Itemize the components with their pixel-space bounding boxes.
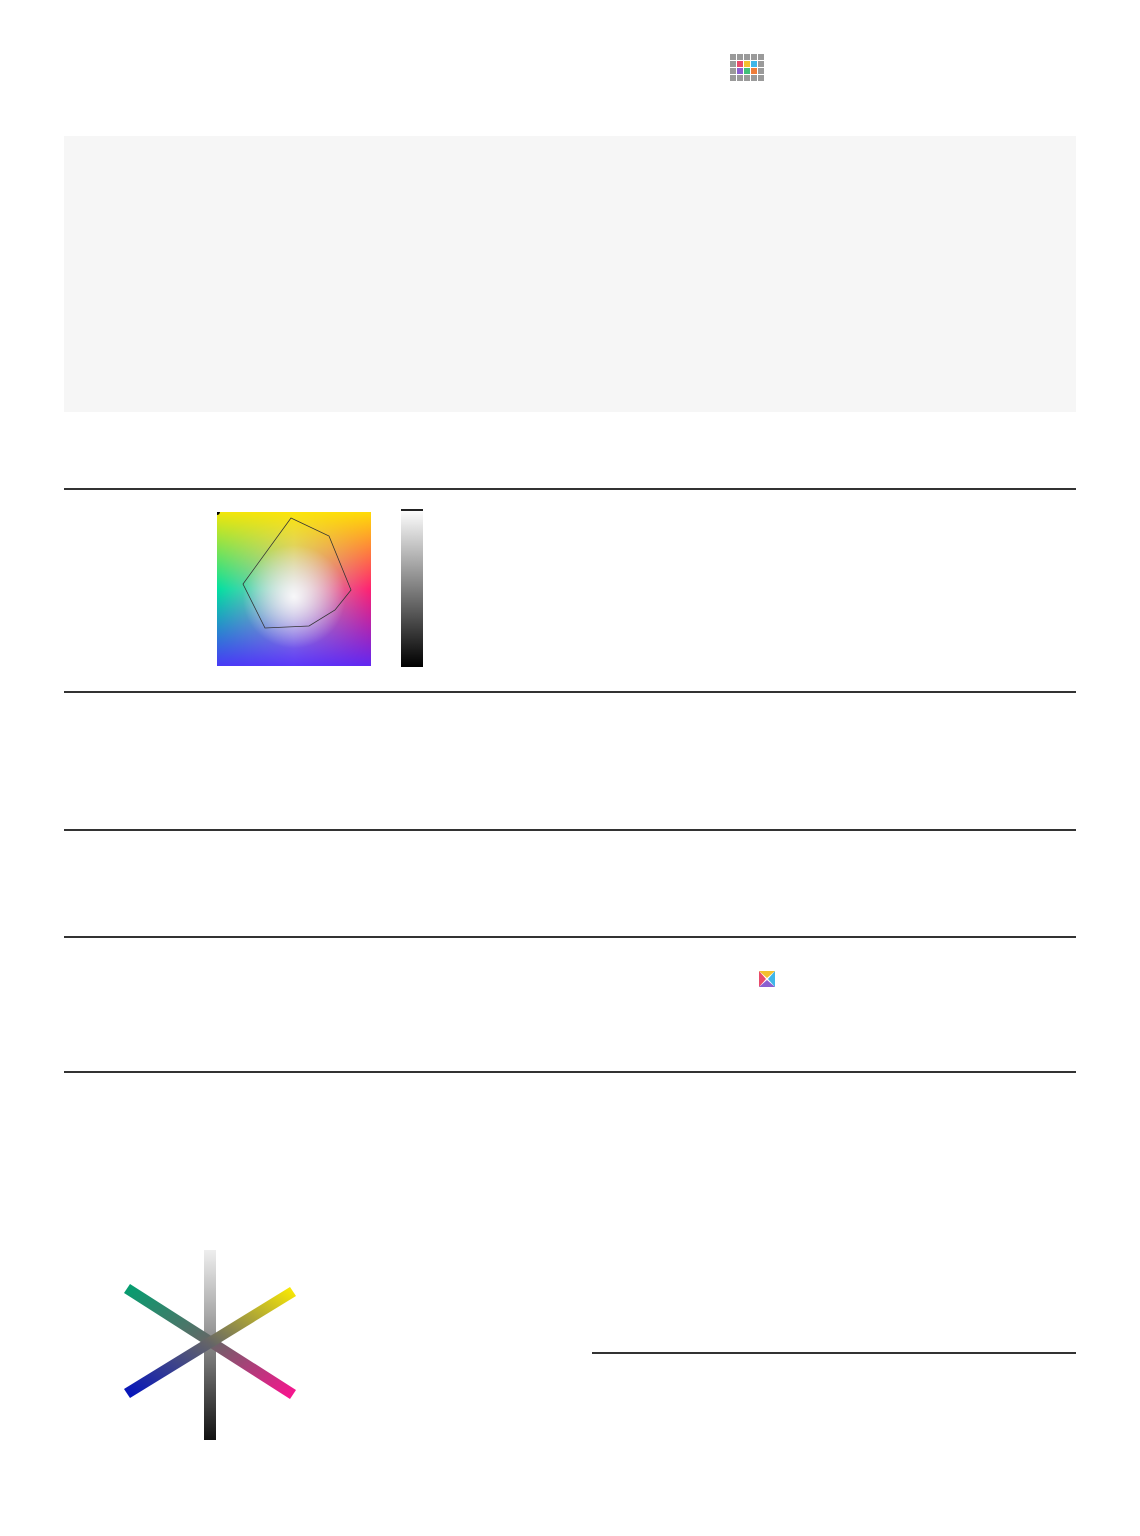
sample-swatch <box>99 169 829 378</box>
divider <box>64 488 1076 490</box>
reference-swatch <box>833 169 1042 378</box>
divider <box>592 1352 1076 1354</box>
chromaspot-logo <box>758 970 779 988</box>
spectral-chart <box>596 512 1076 684</box>
gamut-outline <box>243 518 351 628</box>
l-marker <box>401 509 423 511</box>
divider <box>64 1071 1076 1073</box>
spectral-diff-chart <box>596 1108 1076 1240</box>
logo-grid-icon <box>730 54 764 81</box>
l-bar <box>401 509 423 667</box>
chromaspot-icon <box>758 970 776 988</box>
divider <box>64 829 1076 831</box>
comparison-swatch <box>64 1113 135 1184</box>
divider <box>64 936 1076 938</box>
ab-plot <box>217 512 371 666</box>
divider <box>64 691 1076 693</box>
fluorescent-chart <box>596 722 1076 822</box>
sample-point <box>217 512 220 515</box>
lab-axis-star <box>110 1240 310 1450</box>
chromachecker-logo <box>730 54 773 81</box>
